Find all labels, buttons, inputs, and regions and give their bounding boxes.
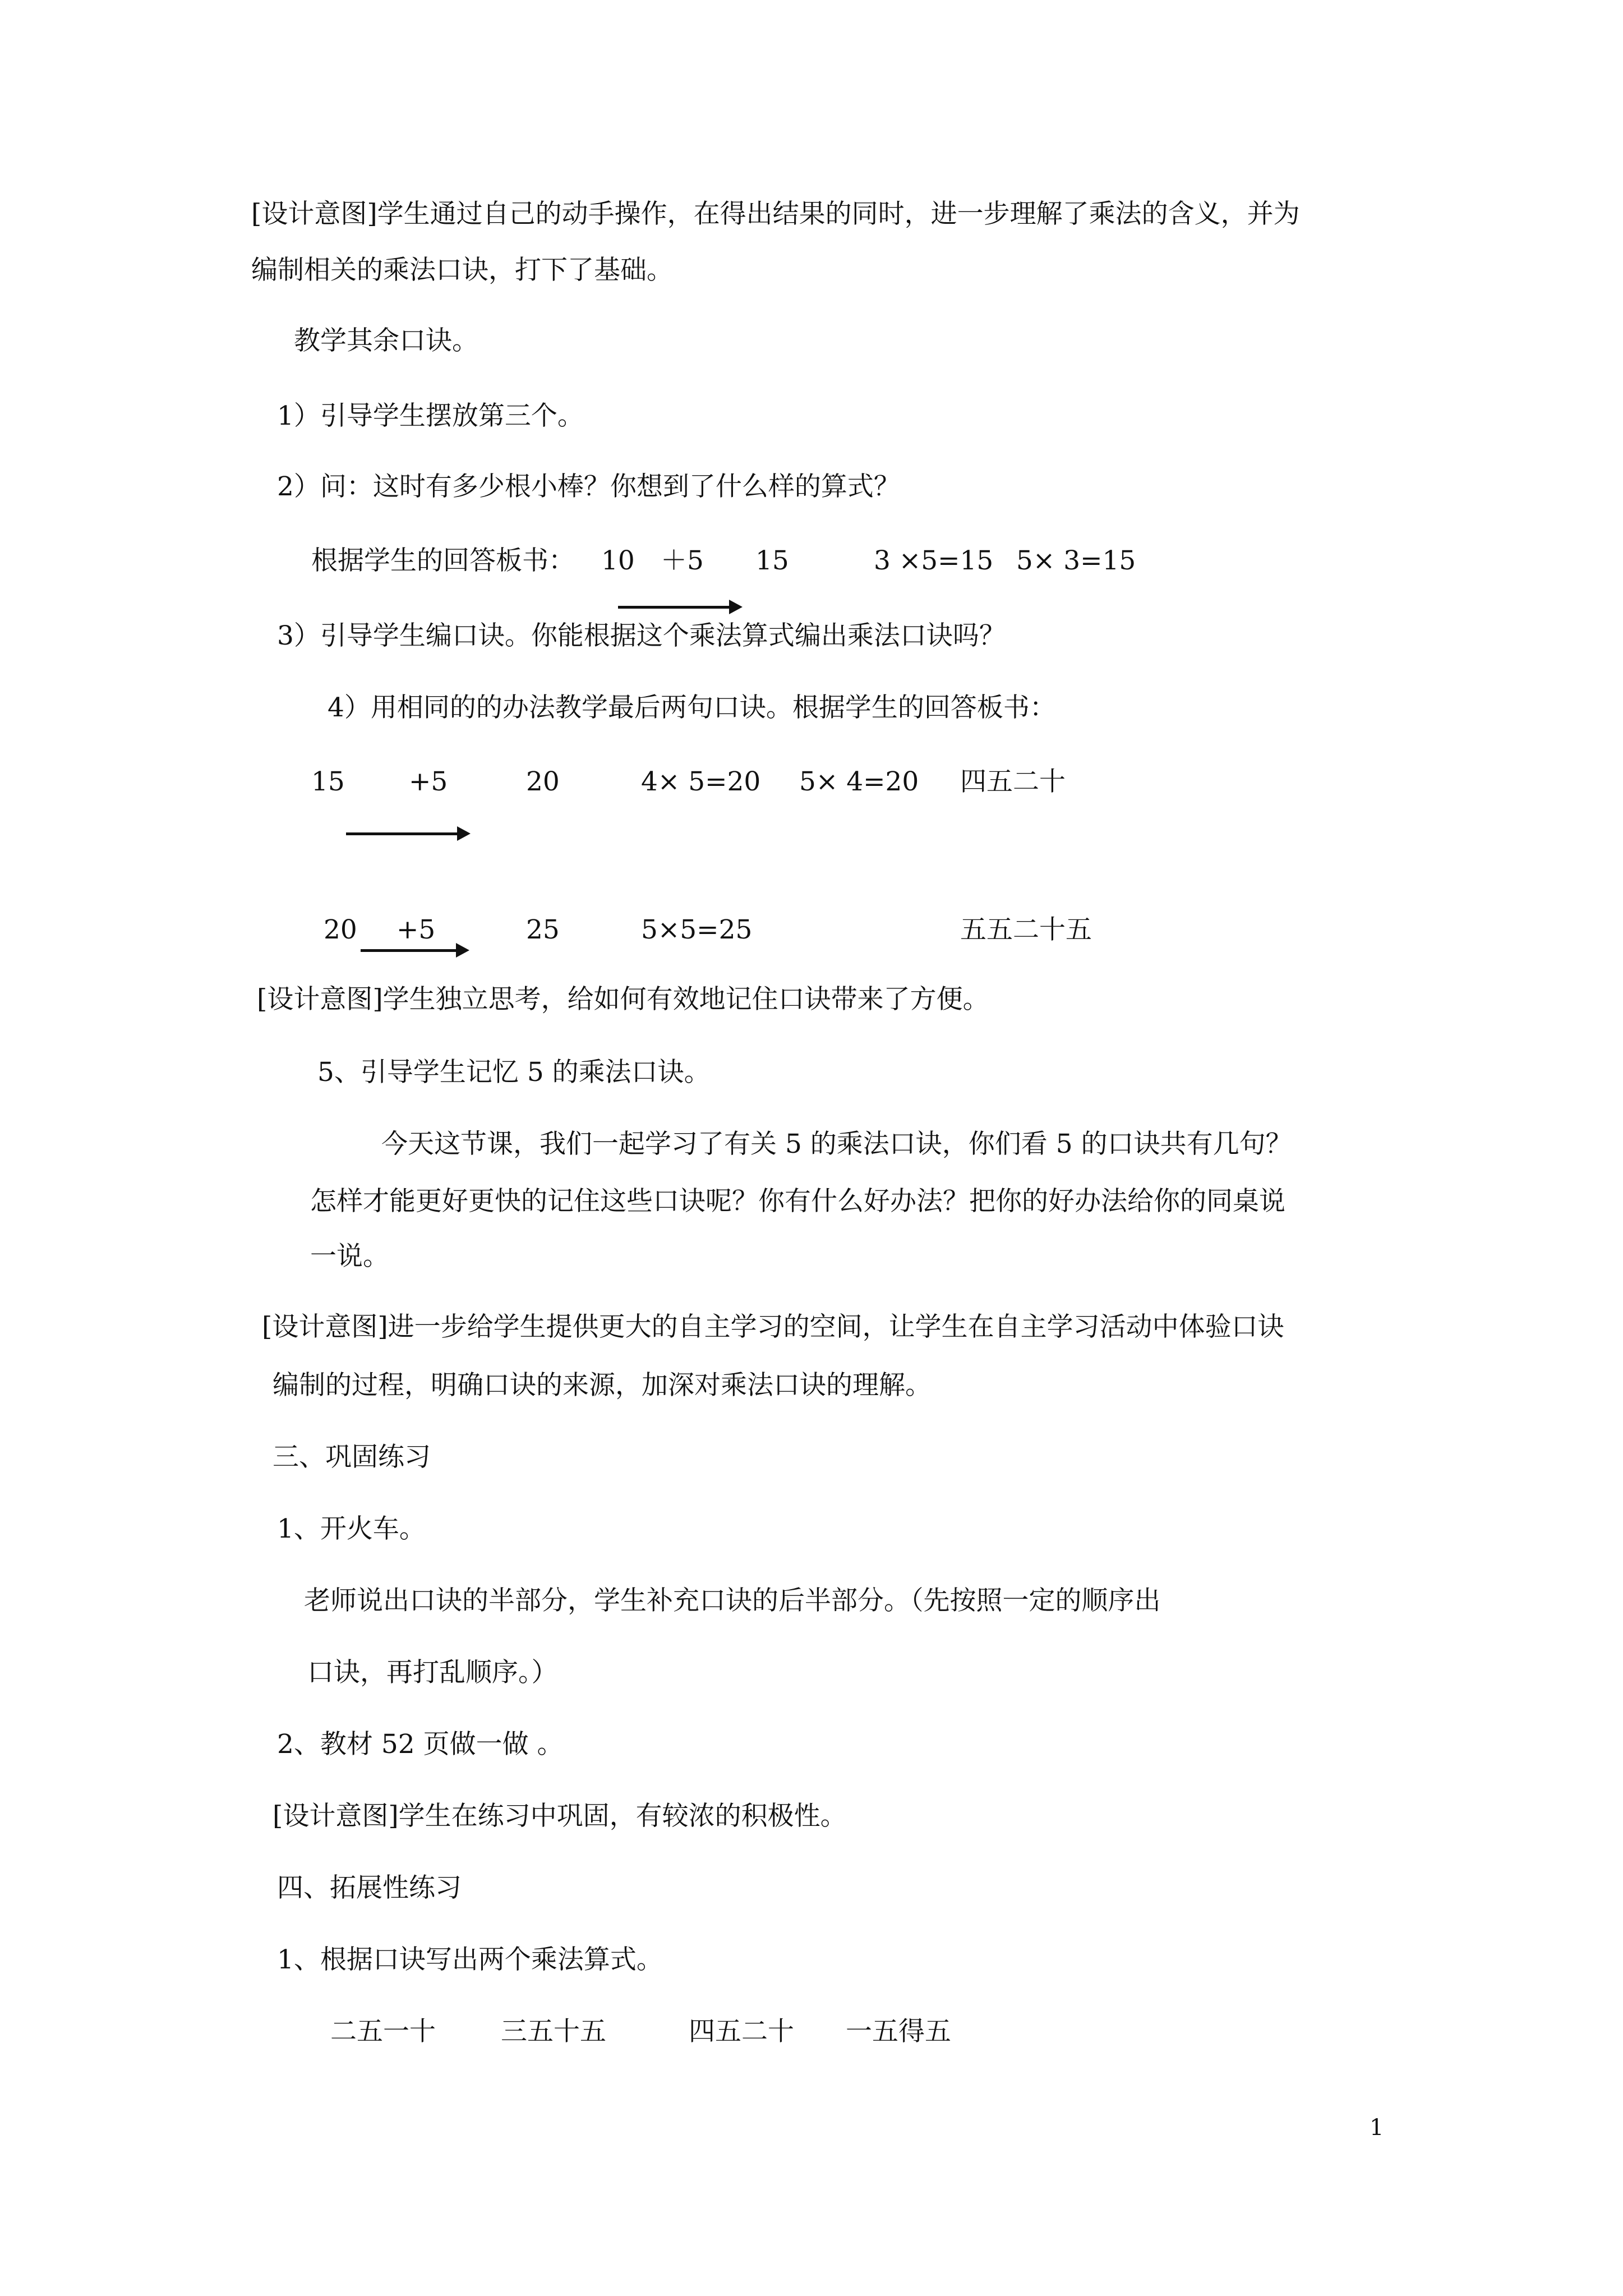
board-row-3-equation-5x5: 5×5=25 (641, 914, 753, 945)
arrow-icon (346, 832, 458, 835)
arrow-icon (361, 949, 457, 952)
rhyme-item: 二五一十 (330, 2016, 436, 2047)
exercise-1-line-2: 口诀，再打乱顺序。） (307, 1657, 558, 1688)
rhyme-item: 三五十五 (501, 2016, 606, 2047)
board-row-2-plus-5: +5 (409, 766, 448, 797)
exercise-1-heading: 1、开火车。 (277, 1513, 426, 1544)
rhyme-item: 四五二十 (689, 2016, 794, 2047)
step-2-text: 2）问：这时有多少根小棒？你想到了什么样的算式？ (277, 471, 900, 502)
step-5-heading: 5、引导学生记忆 5 的乘法口诀。 (317, 1057, 711, 1088)
step-1-text: 1）引导学生摆放第三个。 (277, 401, 584, 431)
design-intent-3-line-2: 编制的过程，明确口诀的来源，加深对乘法口诀的理解。 (273, 1370, 932, 1401)
board-row-3-value-25: 25 (526, 914, 560, 945)
board-row-2-value-15: 15 (311, 766, 345, 797)
page-number: 1 (1370, 2115, 1384, 2141)
paragraph-line-1: 今天这节课，我们一起学习了有关 5 的乘法口诀，你们看 5 的口诀共有几句？ (381, 1129, 1292, 1159)
board-equation-3x5: 3 ×5=15 (874, 545, 994, 576)
board-row-2-equation-5x4: 5× 4=20 (799, 766, 919, 797)
board-value-15: 15 (755, 545, 789, 576)
exercise-1-line-1: 老师说出口诀的半部分，学生补充口诀的后半部分。（先按照一定的顺序出 (304, 1585, 1161, 1616)
arrow-icon (618, 606, 730, 609)
board-row-3-plus-5: +5 (396, 914, 436, 945)
design-intent-2: [设计意图]学生独立思考，给如何有效地记住口诀带来了方便。 (257, 984, 989, 1015)
extension-exercise-1: 1、根据口诀写出两个乘法算式。 (277, 1944, 663, 1975)
section-heading-consolidation: 三、巩固练习 (273, 1442, 431, 1473)
board-label: 根据学生的回答板书： (311, 545, 575, 576)
board-row-3-value-20: 20 (324, 914, 357, 945)
design-intent-4: [设计意图]学生在练习中巩固，有较浓的积极性。 (273, 1801, 847, 1832)
board-plus-5: ＋5 (661, 545, 704, 576)
design-intent-3-line-1: [设计意图]进一步给学生提供更大的自主学习的空间，让学生在自主学习活动中体验口诀 (262, 1312, 1284, 1342)
paragraph-line-3: 一说。 (310, 1241, 389, 1272)
step-4-text: 4）用相同的的办法教学最后两句口诀。根据学生的回答板书： (328, 692, 1056, 723)
step-3-text: 3）引导学生编口诀。你能根据这个乘法算式编出乘法口诀吗？ (277, 620, 1006, 651)
exercise-2-heading: 2、教材 52 页做一做 。 (277, 1729, 564, 1760)
section-heading-extension: 四、拓展性练习 (277, 1872, 462, 1903)
board-value-10: 10 (601, 545, 635, 576)
design-intent-1-line-2: 编制相关的乘法口诀，打下了基础。 (251, 255, 673, 286)
board-equation-5x3: 5× 3=15 (1016, 545, 1136, 576)
section-heading-remaining-rhymes: 教学其余口诀。 (294, 325, 478, 356)
board-row-3-rhyme: 五五二十五 (960, 914, 1092, 945)
rhyme-item: 一五得五 (846, 2016, 951, 2047)
design-intent-1-line-1: [设计意图]学生通过自己的动手操作，在得出结果的同时，进一步理解了乘法的含义，并为 (251, 199, 1300, 229)
paragraph-line-2: 怎样才能更好更快的记住这些口诀呢？你有什么好办法？把你的好办法给你的同桌说 (310, 1186, 1285, 1217)
board-row-2-rhyme: 四五二十 (960, 766, 1066, 797)
board-row-2-value-20: 20 (526, 766, 560, 797)
board-row-2-equation-4x5: 4× 5=20 (641, 766, 761, 797)
